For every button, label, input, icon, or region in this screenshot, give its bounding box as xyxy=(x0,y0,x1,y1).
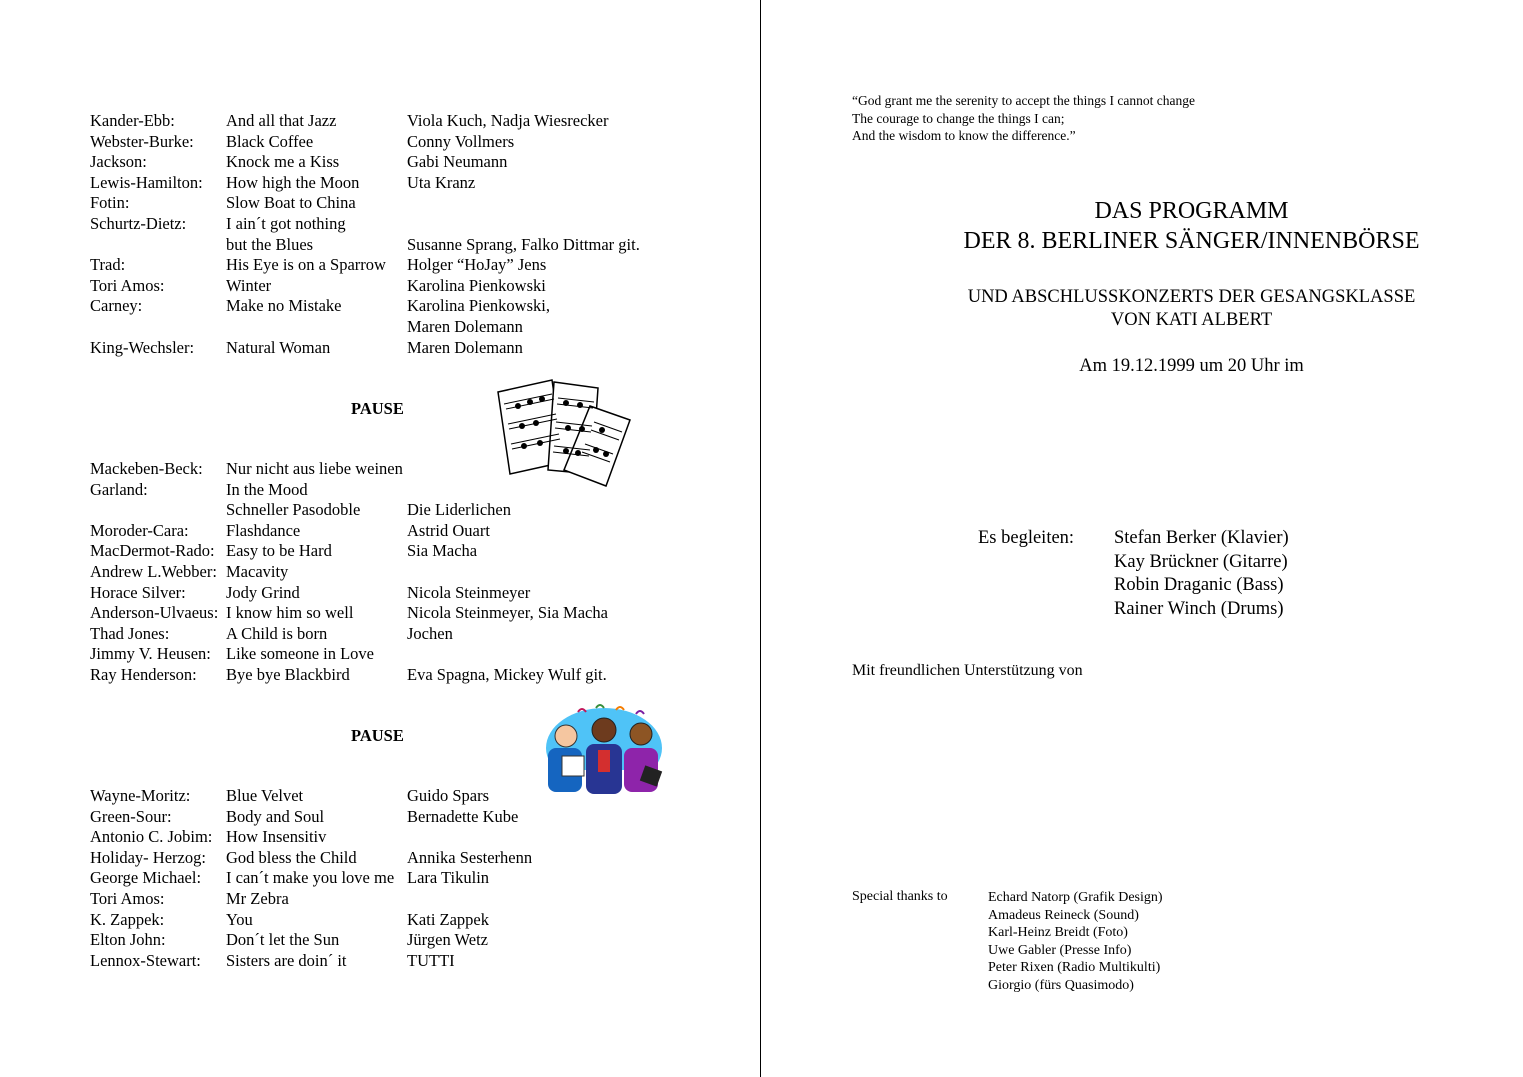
program-row xyxy=(90,214,730,235)
performer-cell: Jürgen Wetz xyxy=(407,930,489,950)
program-row xyxy=(90,152,730,173)
composer-cell: Fotin: xyxy=(90,193,130,213)
song-title-cell: How high the Moon xyxy=(226,172,360,192)
program-row xyxy=(90,255,730,276)
song-title-cell: Bye bye Blackbird xyxy=(226,664,350,684)
song-title-cell: Like someone in Love xyxy=(226,644,375,664)
accompanist: Kay Brückner (Gitarre) xyxy=(1114,551,1288,572)
program-row xyxy=(90,807,730,828)
right-page xyxy=(760,0,1523,1077)
program-title xyxy=(760,196,1523,256)
composer-cell: Jimmy V. Heusen: xyxy=(90,644,211,664)
thanks-item: Uwe Gabler (Presse Info) xyxy=(988,942,1132,958)
performer-cell: Maren Dolemann xyxy=(407,316,523,336)
support-note: Mit freundlichen Unterstützung von xyxy=(852,662,1083,679)
composer-cell: Moroder-Cara: xyxy=(90,520,189,540)
concert-date: Am 19.12.1999 um 20 Uhr im xyxy=(1079,356,1304,376)
program-row xyxy=(90,235,730,256)
accompanist: Stefan Berker (Klavier) xyxy=(1114,528,1289,548)
accompanists-label: Es begleiten: xyxy=(978,528,1075,548)
performer-cell: Kati Zappek xyxy=(407,909,490,929)
song-title-cell: Body and Soul xyxy=(226,806,325,826)
program-row xyxy=(90,644,730,665)
program-set-2 xyxy=(90,459,730,686)
accompanist: Robin Draganic (Bass) xyxy=(1114,575,1284,596)
serenity-quote xyxy=(852,92,1195,145)
song-title-cell: Jody Grind xyxy=(226,582,300,602)
performer-cell: Nicola Steinmeyer, Sia Macha xyxy=(407,603,608,623)
performer-cell: Viola Kuch, Nadja Wiesrecker xyxy=(407,111,609,130)
pause-heading-1: PAUSE xyxy=(351,399,404,418)
performer-cell: Holger “HoJay” Jens xyxy=(407,255,547,275)
song-title-cell: Nur nicht aus liebe weinen xyxy=(226,459,403,478)
thanks-list xyxy=(988,889,1163,995)
song-title-cell: I know him so well xyxy=(226,603,354,623)
performer-cell: Gabi Neumann xyxy=(407,152,508,172)
program-row xyxy=(90,827,730,848)
song-title-cell: Natural Woman xyxy=(226,337,331,357)
composer-cell: Trad: xyxy=(90,255,126,275)
song-title-cell: Flashdance xyxy=(226,520,301,540)
pause-heading-2: PAUSE xyxy=(351,726,404,745)
song-title-cell: I ain´t got nothing xyxy=(226,213,346,233)
performer-cell: Guido Spars xyxy=(407,786,490,805)
accompanists-list xyxy=(1114,527,1289,621)
thanks-label: Special thanks to xyxy=(852,889,948,904)
program-row xyxy=(90,868,730,889)
program-row xyxy=(90,111,730,132)
song-title-cell: Knock me a Kiss xyxy=(226,152,340,172)
thanks-item: Amadeus Reineck (Sound) xyxy=(988,907,1139,923)
performer-cell: Karolina Pienkowski xyxy=(407,275,546,295)
composer-cell: Elton John: xyxy=(90,930,166,950)
program-title-line-1: DAS PROGRAMM xyxy=(1094,198,1289,224)
composer-cell: K. Zappek: xyxy=(90,909,165,929)
composer-cell: Mackeben-Beck: xyxy=(90,459,203,478)
song-title-cell: Sisters are doin´ it xyxy=(226,950,347,970)
quote-line: The courage to change the things I can; xyxy=(852,110,1065,126)
composer-cell: Lennox-Stewart: xyxy=(90,950,201,970)
song-title-cell: Blue Velvet xyxy=(226,786,304,805)
performer-cell: Astrid Ouart xyxy=(407,520,490,540)
song-title-cell: And all that Jazz xyxy=(226,111,337,130)
program-set-1 xyxy=(90,111,730,358)
song-title-cell: but the Blues xyxy=(226,234,314,254)
composer-cell: Kander-Ebb: xyxy=(90,111,175,130)
composer-cell: Holiday- Herzog: xyxy=(90,847,206,867)
program-row xyxy=(90,562,730,583)
composer-cell: Antonio C. Jobim: xyxy=(90,827,213,847)
performer-cell: Susanne Sprang, Falko Dittmar git. xyxy=(407,234,640,254)
song-title-cell: I can´t make you love me xyxy=(226,868,395,888)
program-row xyxy=(90,132,730,153)
quote-line: “God grant me the serenity to accept the things I cannot change xyxy=(852,93,1195,108)
accompanist: Rainer Winch (Drums) xyxy=(1114,598,1284,619)
program-row xyxy=(90,480,730,501)
quote-line: And the wisdom to know the difference.” xyxy=(852,128,1076,143)
performer-cell: Eva Spagna, Mickey Wulf git. xyxy=(407,664,607,684)
song-title-cell: A Child is born xyxy=(226,623,328,643)
composer-cell: Schurtz-Dietz: xyxy=(90,213,187,233)
program-row xyxy=(90,889,730,910)
program-title-line-2: DER 8. BERLINER SÄNGER/INNENBÖRSE xyxy=(963,228,1420,254)
song-title-cell: In the Mood xyxy=(226,479,308,499)
song-title-cell: Easy to be Hard xyxy=(226,541,332,561)
song-title-cell: You xyxy=(226,909,253,929)
composer-cell: Ray Henderson: xyxy=(90,664,197,684)
song-title-cell: Winter xyxy=(226,275,272,295)
composer-cell: Thad Jones: xyxy=(90,623,170,643)
thanks-item: Peter Rixen (Radio Multikulti) xyxy=(988,960,1161,976)
song-title-cell: Slow Boat to China xyxy=(226,193,356,213)
composer-cell: Andrew L.Webber: xyxy=(90,561,217,581)
program-row xyxy=(90,173,730,194)
program-row xyxy=(90,603,730,624)
program-row xyxy=(90,848,730,869)
program-row xyxy=(90,665,730,686)
program-row xyxy=(90,317,730,338)
performer-cell: Conny Vollmers xyxy=(407,131,515,151)
composer-cell: MacDermot-Rado: xyxy=(90,541,215,561)
sheet-music-icon xyxy=(494,378,634,488)
composer-cell: King-Wechsler: xyxy=(90,337,195,357)
performer-cell: Annika Sesterhenn xyxy=(407,847,533,867)
performer-cell: TUTTI xyxy=(407,950,455,970)
performer-cell: Die Liderlichen xyxy=(407,500,511,520)
composer-cell: Carney: xyxy=(90,296,143,316)
program-row xyxy=(90,193,730,214)
song-title-cell: God bless the Child xyxy=(226,847,357,867)
composer-cell: Jackson: xyxy=(90,152,147,172)
performer-cell: Karolina Pienkowski, xyxy=(407,296,550,316)
program-subtitle-line-2: VON KATI ALBERT xyxy=(1110,310,1273,330)
performer-cell: Jochen xyxy=(407,623,453,643)
thanks-item: Giorgio (fürs Quasimodo) xyxy=(988,977,1134,993)
performer-cell: Uta Kranz xyxy=(407,172,476,192)
choir-singers-icon xyxy=(538,700,668,800)
composer-cell: Lewis-Hamilton: xyxy=(90,172,203,192)
song-title-cell: Make no Mistake xyxy=(226,296,342,316)
song-title-cell: Don´t let the Sun xyxy=(226,930,340,950)
program-row xyxy=(90,276,730,297)
performer-cell: Lara Tikulin xyxy=(407,868,490,888)
song-title-cell: Black Coffee xyxy=(226,131,314,151)
performer-cell: Bernadette Kube xyxy=(407,806,519,826)
song-title-cell: How Insensitiv xyxy=(226,827,327,847)
program-row xyxy=(90,910,730,931)
program-row xyxy=(90,338,730,359)
program-row xyxy=(90,541,730,562)
thanks-item: Karl-Heinz Breidt (Foto) xyxy=(988,925,1128,941)
composer-cell: Tori Amos: xyxy=(90,275,165,295)
program-set-3 xyxy=(90,786,730,971)
program-subtitle-line-1: UND ABSCHLUSSKONZERTS DER GESANGSKLASSE xyxy=(967,287,1416,307)
program-row xyxy=(90,624,730,645)
program-row xyxy=(90,930,730,951)
program-row xyxy=(90,500,730,521)
program-row xyxy=(90,951,730,972)
performer-cell: Maren Dolemann xyxy=(407,337,523,357)
performer-cell: Nicola Steinmeyer xyxy=(407,582,531,602)
composer-cell: Horace Silver: xyxy=(90,582,186,602)
composer-cell: Anderson-Ulvaeus: xyxy=(90,603,219,623)
composer-cell: Webster-Burke: xyxy=(90,131,194,151)
composer-cell: Green-Sour: xyxy=(90,806,172,826)
song-title-cell: Macavity xyxy=(226,561,289,581)
composer-cell: Tori Amos: xyxy=(90,888,165,908)
song-title-cell: Schneller Pasodoble xyxy=(226,500,361,520)
song-title-cell: His Eye is on a Sparrow xyxy=(226,255,386,275)
composer-cell: George Michael: xyxy=(90,868,202,888)
program-subtitle xyxy=(760,286,1523,332)
program-row xyxy=(90,459,730,480)
thanks-item: Echard Natorp (Grafik Design) xyxy=(988,890,1163,905)
song-title-cell: Mr Zebra xyxy=(226,888,289,908)
program-row xyxy=(90,521,730,542)
composer-cell: Garland: xyxy=(90,479,148,499)
performer-cell: Sia Macha xyxy=(407,541,478,561)
composer-cell: Wayne-Moritz: xyxy=(90,786,191,805)
program-row xyxy=(90,583,730,604)
program-row xyxy=(90,296,730,317)
